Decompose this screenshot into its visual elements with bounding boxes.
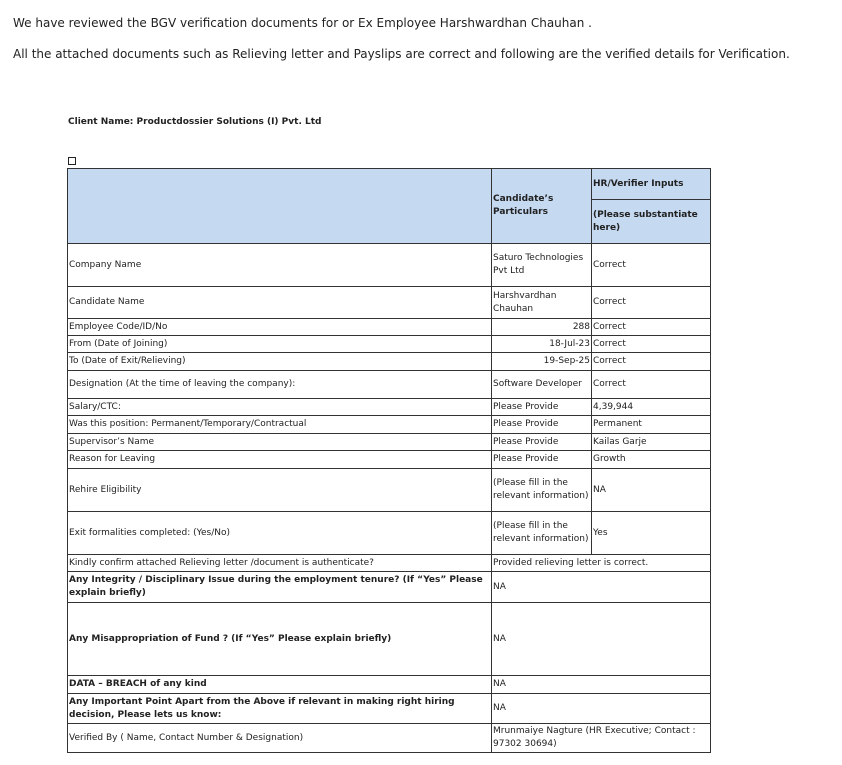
table-row [68,469,711,512]
row-hr: Correct [592,287,711,319]
table-row [68,336,711,353]
row-hr: Yes [592,512,711,555]
table-row [68,371,711,399]
table-row [68,399,711,416]
row-value: Provided relieving letter is correct. [492,555,711,572]
row-label: Exit formalities completed: (Yes/No) [68,512,492,555]
row-candidate: (Please fill in the relevant information) [492,469,592,512]
row-label: Designation (At the time of leaving the company): [68,371,492,399]
row-value: NA [492,603,711,676]
row-label: Any Misappropriation of Fund ? (If “Yes” Please explain briefly) [68,603,492,676]
row-hr: 4,39,944 [592,399,711,416]
verification-table [67,168,711,753]
row-value: NA [492,572,711,603]
row-label: Reason for Leaving [68,451,492,469]
table-row [68,572,711,603]
table-row [68,353,711,371]
row-hr: Correct [592,353,711,371]
row-value: Mrunmaiye Nagture (HR Executive; Contact : 97302 30694) [492,724,711,753]
row-hr: Kailas Garje [592,434,711,451]
row-label: Was this position: Permanent/Temporary/Contractual [68,416,492,434]
row-hr: Permanent [592,416,711,434]
table-row [68,451,711,469]
row-label: Employee Code/ID/No [68,319,492,336]
row-label: Any Integrity / Disciplinary Issue during the employment tenure? (If “Yes” Please explain briefly) [68,572,492,603]
row-label: Verified By ( Name, Contact Number & Designation) [68,724,492,753]
row-hr: Correct [592,371,711,399]
row-label: Company Name [68,244,492,287]
row-candidate: Please Provide [492,451,592,469]
row-candidate: Please Provide [492,434,592,451]
row-label: To (Date of Exit/Relieving) [68,353,492,371]
header-candidate: Candidate’s Particulars [492,169,592,244]
row-candidate: 288 [492,319,592,336]
row-candidate: Please Provide [492,399,592,416]
table-row [68,416,711,434]
table-row [68,434,711,451]
row-candidate: 18-Jul-23 [492,336,592,353]
row-label: Any Important Point Apart from the Above if relevant in making right hiring decision, Please lets us know: [68,694,492,724]
row-value: NA [492,694,711,724]
table-row [68,694,711,724]
table-row [68,603,711,676]
row-candidate: Saturo Technologies Pvt Ltd [492,244,592,287]
row-label: Candidate Name [68,287,492,319]
checkbox-icon [68,157,76,165]
table-row [68,724,711,753]
table-row [68,287,711,319]
row-hr: Growth [592,451,711,469]
row-label: From (Date of Joining) [68,336,492,353]
row-label: Rehire Eligibility [68,469,492,512]
table-header-row [68,169,711,200]
row-label: Kindly confirm attached Relieving letter /document is authenticate? [68,555,492,572]
table-row [68,319,711,336]
row-label: Salary/CTC: [68,399,492,416]
row-label: Supervisor’s Name [68,434,492,451]
header-hr-title: HR/Verifier Inputs [592,169,711,200]
row-hr: Correct [592,244,711,287]
row-candidate: 19-Sep-25 [492,353,592,371]
row-candidate: Software Developer [492,371,592,399]
table-row [68,512,711,555]
intro-line-1: We have reviewed the BGV verification documents for or Ex Employee Harshwardhan Chauhan . [13,16,592,30]
row-candidate: Harshvardhan Chauhan [492,287,592,319]
table-row [68,555,711,572]
intro-line-2: All the attached documents such as Relieving letter and Payslips are correct and following are the verified details for Verification. [13,47,790,61]
table-row [68,676,711,694]
row-candidate: (Please fill in the relevant information) [492,512,592,555]
row-candidate: Please Provide [492,416,592,434]
header-field-cell [68,169,492,244]
row-hr: Correct [592,336,711,353]
row-hr: NA [592,469,711,512]
client-name: Client Name: Productdossier Solutions (I) Pvt. Ltd [68,117,322,127]
row-label: DATA – BREACH of any kind [68,676,492,694]
row-value: NA [492,676,711,694]
header-hr-sub: (Please substantiate here) [592,200,711,244]
table-row [68,244,711,287]
row-hr: Correct [592,319,711,336]
